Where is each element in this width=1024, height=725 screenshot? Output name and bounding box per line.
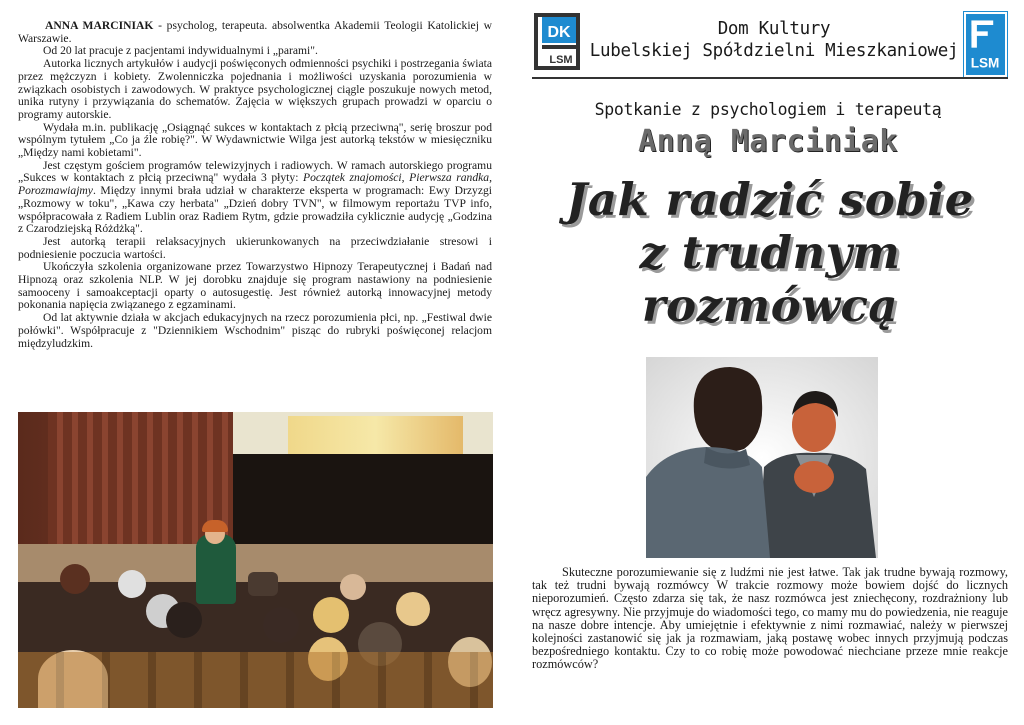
bio-paragraph: Jest autorką terapii relaksacyjnych ukierunkowanych na przeciwdziałanie stresowi i podniesienie poczucia wartości.	[18, 234, 492, 261]
speaker-name: Anną Marciniak	[638, 124, 898, 159]
event-subtitle: Spotkanie z psychologiem i terapeutą	[594, 100, 942, 119]
header-divider	[532, 77, 1008, 79]
svg-text:LSM: LSM	[549, 54, 573, 66]
bio-paragraph: Od lat aktywnie działa w akcjach edukacyjnych na rzecz porozumienia płci, np. „Festiwal dwie połówki". Współpracuje z "Dziennikiem Wschodnim" pisząc do rubryki poświęconej relacjom międzyludzkim.	[18, 311, 492, 350]
org-line-2: Lubelskiej Spółdzielni Mieszkaniowej	[589, 41, 959, 61]
event-title	[532, 173, 1008, 332]
svg-text:DK: DK	[547, 24, 571, 41]
bio-paragraph: Jest częstym gościem programów telewizyjnych i radiowych. W ramach autorskiego programu „Sukces w kontaktach z płcią przeciwną" wydała 3 płyty: Początek znajomości, Pierwsza randka, Porozmawiajmy. Między innymi brała udział w charakterze eksperta w programach: Ewy Drzyzgi „Rozmowy w toku", „Kawa czy herbata" „Dzień dobry TVN", w filmowym reportażu TVP info, współpracowała z Radiem Lublin oraz Radiem Rytm, gdzie prowadziła cyklicznie audycję „Godzina z Czarodziejską Różdżką".	[18, 158, 492, 236]
lsm-logo	[964, 12, 1007, 77]
title-line: z trudnym	[639, 226, 901, 279]
bio-paragraph: Autorka licznych artykułów i audycji poświęconych odmienności psychiki i postrzegania świata przez mężczyzn i kobiety. Zwolenniczka pojednania i możliwości uzyskania porozumienia w związkach osobistych i zawodowych. W praktyce psychologicznej ciągle poszukuje nowych metod, unika rutyny i przywiązania do schematów. Zajęcia w większych grupach prowadzi w oparciu o programy autorskie.	[18, 57, 492, 121]
dk-lsm-logo	[534, 13, 580, 70]
right-page	[512, 0, 1024, 725]
bio-paragraph: ANNA MARCINIAK - psycholog, terapeuta. absolwentka Akademii Teologii Katolickiej w Warszawie.	[18, 19, 492, 45]
conversation-illustration	[646, 357, 878, 558]
org-line-1: Dom Kultury	[717, 19, 831, 39]
bio-paragraph: Od 20 lat pracuje z pacjentami indywidualnymi i „parami".	[43, 44, 318, 58]
organization-name	[584, 18, 964, 62]
event-description	[532, 566, 1008, 672]
event-photo	[18, 412, 493, 708]
bio-paragraph: Ukończyła szkolenia organizowane przez Towarzystwo Hipnozy Terapeutycznej i Badań nad Hipnozą oraz szkolenia NLP. W jej dorobku znajduje się program nastawiony na podniesienie samooceny i samoakceptacji oparty o autosugestię. Jest również autorką innowacyjnej metody pokonania napięcia związanego z egzaminami.	[18, 260, 492, 312]
biography	[18, 20, 492, 350]
description-paragraph: Skuteczne porozumiewanie się z ludźmi nie jest łatwe. Tak jak trudne bywają rozmowy, tak też trudni bywają rozmówcy W trakcie rozmowy może bowiem dojść do licznych nieporozumień. Często zdarza się tak, że nasz rozmówca jest zniechęcony, rozdrażniony lub wręcz agresywny. Nie przyjmuje do wiadomości tego, co mamy mu do powiedzenia, nie reaguje na nasze dobre intencje. Aby umiejętnie i efektywnie z nimi rozmawiać, należy w pierwszej kolejności zastanowić się jak ja rozmawiam, jaką postawę wobec innych przyjmują podczas bezpośredniego kontaktu. Czy to co robię może powodować niechciane przeze mnie reakcje rozmówców?	[532, 565, 1008, 672]
bio-paragraph: Wydała m.in. publikację „Osiągnąć sukces w kontaktach z płcią przeciwną", serię broszur pod wspólnym tytułem „Co ja źle robię?". W Wydawnictwie Wilga jest autorką tekstów w miesięczniku „Między nami kobietami".	[18, 120, 492, 160]
svg-text:LSM: LSM	[970, 55, 1000, 71]
bio-name: ANNA MARCINIAK	[45, 19, 154, 32]
title-line: rozmówcą	[641, 279, 899, 332]
title-line: Jak radzić sobie	[566, 173, 974, 226]
